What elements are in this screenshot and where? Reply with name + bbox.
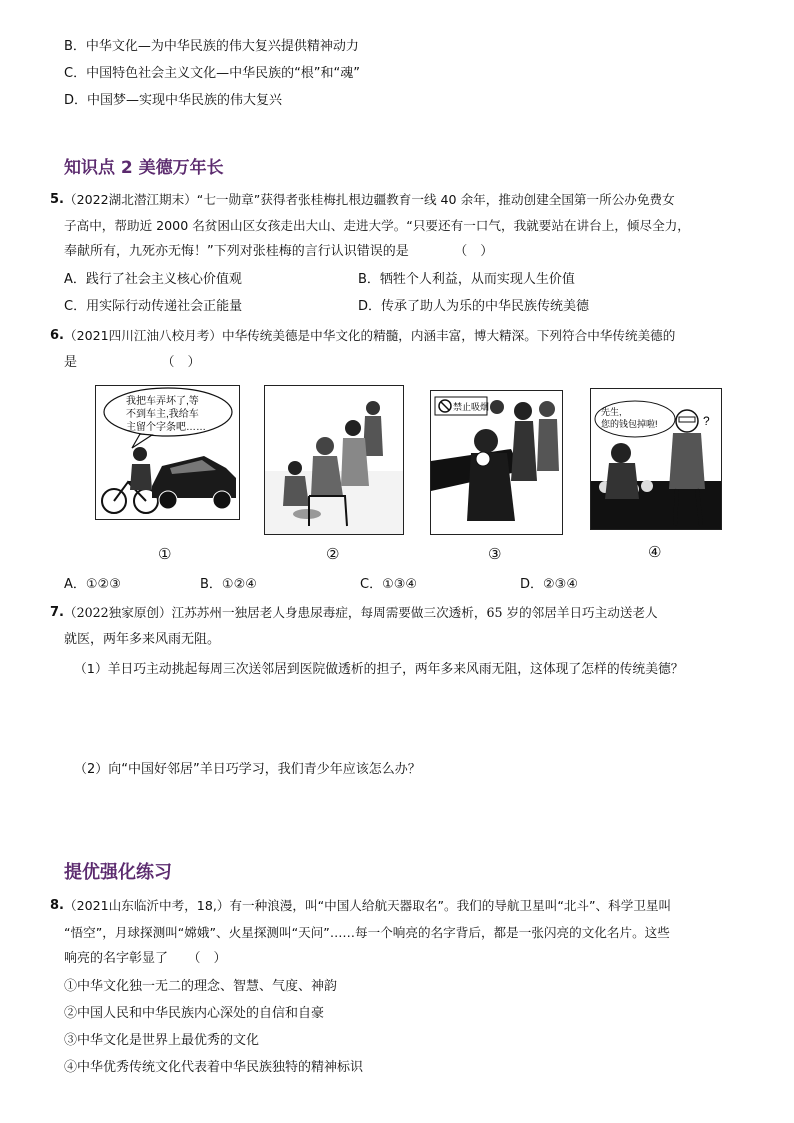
cartoon-2: [264, 385, 404, 535]
q5-stem-line3: 奉献所有，九死亦无悔！”下列对张桂梅的言行认识错误的是 （ ）: [64, 244, 494, 259]
cartoon-4-caption: ④: [648, 543, 662, 561]
option-d: D．中国梦—实现中华民族的伟大复兴: [64, 93, 283, 108]
q8-number: 8.: [50, 898, 64, 913]
cartoon-1-bubble-line3: 主留个字条吧……: [126, 422, 206, 433]
q7-stem-line1: （2022独家原创）江苏苏州一独居老人身患尿毒症，每周需要做三次透析，65 岁的邻居羊日巧主动送老人: [64, 605, 658, 620]
cartoon-3-caption: ③: [488, 545, 502, 563]
section-heading-practice: 提优强化练习: [64, 862, 172, 883]
option-c: C．中国特色社会主义文化—中华民族的“根”和“魂”: [64, 66, 361, 81]
cartoon-1-bubble-line1: 我把车弄坏了,等: [126, 396, 199, 407]
q8-stem-line1: （2021山东临沂中考，18,）有一种浪漫，叫“中国人给航天器取名”。我们的导航卫星叫“北斗”、科学卫星叫: [64, 898, 672, 913]
q6-stem-line2: 是 （ ）: [64, 355, 201, 370]
q7-subquestion-2: （2）向“中国好邻居”羊日巧学习，我们青少年应该怎么办？: [74, 762, 421, 777]
cartoon-3: [430, 390, 563, 535]
section-heading-virtue: 知识点 2 美德万年长: [64, 158, 224, 178]
cartoon-1: [95, 385, 240, 520]
q5-option-a: A．践行了社会主义核心价值观: [64, 272, 242, 287]
q7-subquestion-1: （1）羊日巧主动挑起每周三次送邻居到医院做透析的担子，两年多来风雨无阻，这体现了怎样的传统美德？: [74, 662, 684, 677]
q6-option-b: B．①②④: [200, 577, 257, 592]
q6-option-c: C．①③④: [360, 577, 418, 592]
q8-stem-line2: “悟空”，月球探测叫“嫦娥”、火星探测叫“天问”……每一个响亮的名字背后，都是一张闪亮的文化名片。这些: [64, 925, 670, 940]
q5-stem-line1: （2022湖北潜江期末）“七一勋章”获得者张桂梅扎根边疆教育一线 40 余年，推动创建全国第一所公办免费女: [64, 192, 675, 207]
q5-stem-line2: 子高中，帮助近 2000 名贫困山区女孩走出大山、走进大学。“只要还有一口气，我就要站在讲台上，倾尽全力，: [64, 218, 690, 233]
q7-number: 7.: [50, 605, 64, 620]
q8-stem-line3: 响亮的名字彰显了 （ ）: [64, 951, 227, 966]
cartoon-1-caption: ①: [158, 545, 172, 563]
q6-number: 6.: [50, 328, 64, 343]
q8-statement-2: ②中国人民和中华民族内心深处的自信和自豪: [64, 1006, 325, 1021]
cartoon-3-sign: 禁止吸烟: [453, 402, 490, 412]
q5-option-c: C．用实际行动传递社会正能量: [64, 299, 243, 314]
cartoon-4-bubble-line1: 先生,: [601, 407, 622, 417]
q5-number: 5.: [50, 192, 64, 207]
option-b: B．中华文化—为中华民族的伟大复兴提供精神动力: [64, 39, 359, 54]
q8-statement-3: ③中华文化是世界上最优秀的文化: [64, 1033, 260, 1048]
q5-option-d: D．传承了助人为乐的中华民族传统美德: [358, 299, 590, 314]
cartoon-1-bubble-line2: 不到车主,我给车: [126, 409, 199, 420]
q8-statement-4: ④中华优秀传统文化代表着中华民族独特的精神标识: [64, 1060, 364, 1075]
svg-text:?: ?: [703, 414, 710, 428]
q6-stem-line1: （2021四川江油八校月考）中华传统美德是中华文化的精髓，内涵丰富，博大精深。下列符合中华传统美德的: [64, 328, 676, 343]
cartoon-4: [590, 388, 722, 530]
cartoon-4-bubble-line2: 您的钱包掉啦!: [601, 419, 658, 429]
q7-stem-line2: 就医，两年多来风雨无阻。: [64, 632, 221, 647]
q6-option-a: A．①②③: [64, 577, 121, 592]
q5-option-b: B．牺牲个人利益，从而实现人生价值: [358, 272, 575, 287]
q6-option-d: D．②③④: [520, 577, 578, 592]
cartoon-2-caption: ②: [326, 545, 340, 563]
q8-statement-1: ①中华文化独一无二的理念、智慧、气度、神韵: [64, 979, 338, 994]
